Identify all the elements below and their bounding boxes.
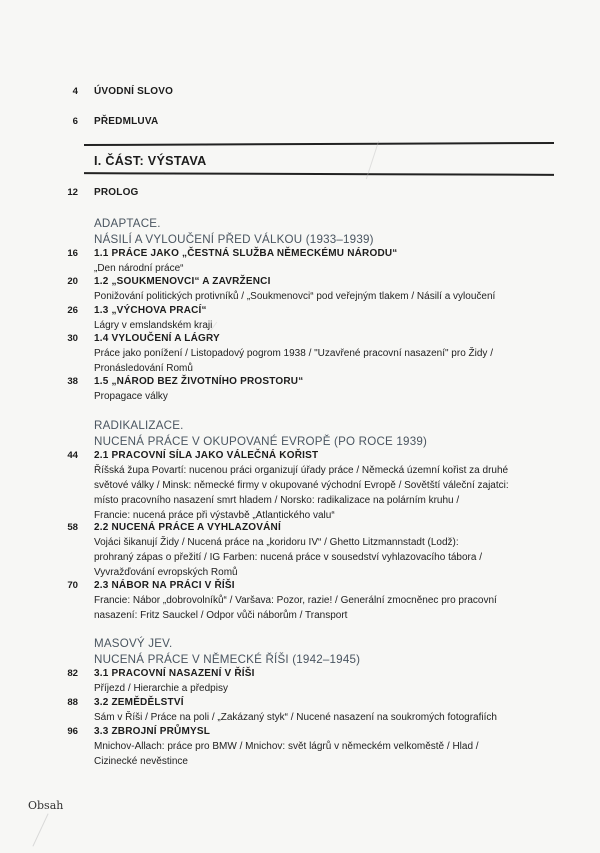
section-kicker: RADIKALIZACE. <box>94 419 184 432</box>
entry-title: 3.3 ZBROJNÍ PRŮMYSL <box>94 726 211 737</box>
entry-subtopics: Sám v Říši / Práce na poli / „Zakázaný styk“ / Nucené nasazení na soukromých fotografiích <box>94 712 497 723</box>
entry-title: 1.1 PRÁCE JAKO „ČESTNÁ SLUŽBA NĚMECKÉMU NÁRODU“ <box>94 248 398 259</box>
page-number: 12 <box>67 187 78 198</box>
page-number: 20 <box>67 276 78 287</box>
page-number: 38 <box>67 376 78 387</box>
entry-subtopics: Lágry v emslandském kraji <box>94 320 213 331</box>
entry-title: 1.4 VYLOUČENÍ A LÁGRY <box>94 333 220 344</box>
section-heading <box>94 418 427 450</box>
entry-title: 1.5 „NÁROD BEZ ŽIVOTNÍHO PROSTORU“ <box>94 376 304 387</box>
section-heading <box>94 636 360 668</box>
section-heading <box>94 216 374 248</box>
page-number: 58 <box>67 522 78 533</box>
entry-subtopics: Vojáci šikanují Židy / Nucená práce na „koridoru IV“ / Ghetto Litzmannstadt (Lodž): prohraný zápas o přežití / IG Farben: nucená práce v sousedství vyhlazovacího tábora / Vyvražďování evropských Romů <box>94 537 482 578</box>
entry-subtopics: Propagace války <box>94 391 168 402</box>
divider-bottom <box>84 172 554 176</box>
entry-title: 2.3 NÁBOR NA PRÁCI V ŘÍŠI <box>94 580 235 591</box>
page-number: 6 <box>72 116 78 127</box>
page-number: 70 <box>67 580 78 591</box>
entry-subtopics: Říšská župa Povartí: nucenou práci organizují úřady práce / Německá územní kořist za druhé světové války / Minsk: německé firmy v okupované východní Evropě / Sovětští váleční zajatci: místo pracovního nasazení smrt hladem / Norsko: radikalizace na polárním kruhu / Francie: nucená práce při výstavbě „Atlantického valu“ <box>94 465 509 521</box>
section-title: NÁSILÍ A VYLOUČENÍ PŘED VÁLKOU (1933–1939) <box>94 233 374 246</box>
section-kicker: MASOVÝ JEV. <box>94 637 173 650</box>
entry-subtopics: „Den národní práce“ <box>94 263 184 274</box>
scan-mark <box>32 813 48 846</box>
entry-title: 3.2 ZEMĚDĚLSTVÍ <box>94 697 184 708</box>
entry-subtopics: Příjezd / Hierarchie a předpisy <box>94 683 228 694</box>
part-title: I. ČÁST: VÝSTAVA <box>94 154 207 168</box>
entry-title: 1.2 „SOUKMENOVCI“ A ZAVRŽENCI <box>94 276 271 287</box>
entry-title: PŘEDMLUVA <box>94 116 159 127</box>
page-number: 88 <box>67 697 78 708</box>
entry-subtopics: Práce jako ponížení / Listopadový pogrom 1938 / "Uzavřené pracovní nasazení" pro Židy / Pronásledování Romů <box>94 348 493 374</box>
page-number: 96 <box>67 726 78 737</box>
page-number: 30 <box>67 333 78 344</box>
page-number: 44 <box>67 450 78 461</box>
section-kicker: ADAPTACE. <box>94 217 161 230</box>
entry-title: 2.2 NUCENÁ PRÁCE A VYHLAZOVÁNÍ <box>94 522 281 533</box>
footer-label: Obsah <box>28 799 64 812</box>
page-number: 4 <box>72 86 78 97</box>
section-title: NUCENÁ PRÁCE V OKUPOVANÉ EVROPĚ (PO ROCE 1939) <box>94 435 428 448</box>
divider-top <box>84 142 554 146</box>
entry-title: 3.1 PRACOVNÍ NASAZENÍ V ŘÍŠI <box>94 668 255 679</box>
entry-title: PROLOG <box>94 187 139 198</box>
entry-subtopics: Francie: Nábor „dobrovolníků“ / Varšava: Pozor, razie! / Generální zmocněnec pro pracovní nasazení: Fritz Sauckel / Odpor vůči náborům / Transport <box>94 595 497 621</box>
entry-title: 1.3 „VÝCHOVA PRACÍ“ <box>94 305 207 316</box>
page-number: 16 <box>67 248 78 259</box>
entry-title: 2.1 PRACOVNÍ SÍLA JAKO VÁLEČNÁ KOŘIST <box>94 450 319 461</box>
page-number: 82 <box>67 668 78 679</box>
section-title: NUCENÁ PRÁCE V NĚMECKÉ ŘÍŠI (1942–1945) <box>94 653 361 666</box>
page-number: 26 <box>67 305 78 316</box>
entry-subtopics: Mnichov-Allach: práce pro BMW / Mnichov: svět lágrů v německém velkoměstě / Hlad / Cizinecké nevěstince <box>94 741 479 767</box>
entry-subtopics: Ponižování politických protivníků / „Soukmenovci“ pod veřejným tlakem / Násilí a vyloučení <box>94 291 496 302</box>
entry-title: ÚVODNÍ SLOVO <box>94 86 174 97</box>
